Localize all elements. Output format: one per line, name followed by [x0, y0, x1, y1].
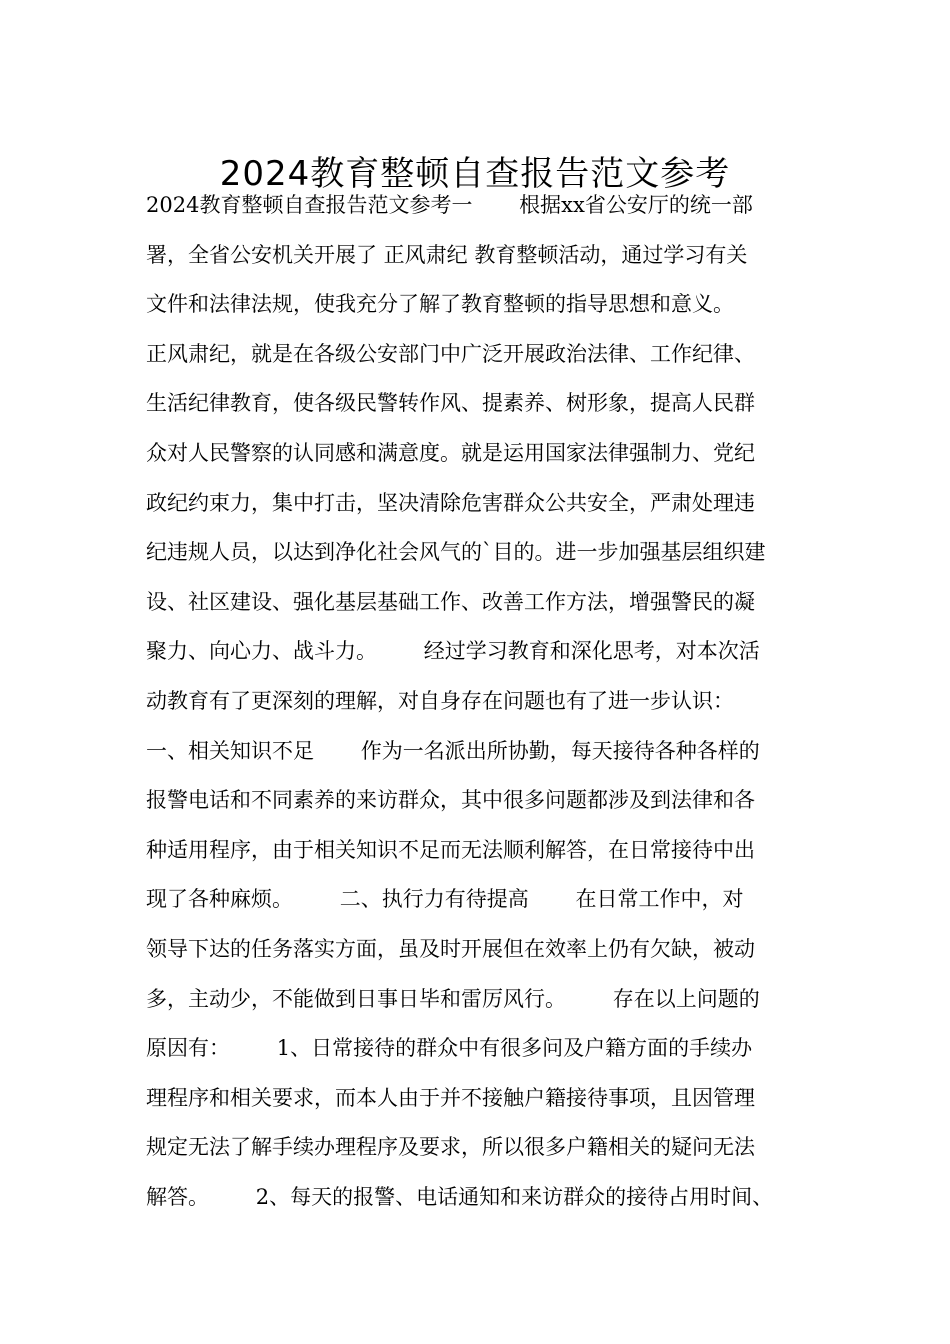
body-line: 生活纪律教育，使各级民警转作风、提素养、树形象，提高人民群: [146, 391, 755, 416]
body-line: 多，主动少，不能做到日事日毕和雷厉风行。 存在以上问题的: [146, 986, 760, 1011]
body-line: 纪违规人员，以达到净化社会风气的`目的。进一步加强基层组织建: [146, 540, 766, 565]
body-line: 设、社区建设、强化基层基础工作、改善工作方法，增强警民的凝: [146, 589, 755, 614]
body-line: 解答。 2、每天的报警、电话通知和来访群众的接待占用时间、: [146, 1184, 774, 1209]
body-line: 正风肃纪，就是在各级公安部门中广泛开展政治法律、工作纪律、: [146, 341, 755, 366]
body-line: 政纪约束力，集中打击，坚决清除危害群众公共安全，严肃处理违: [146, 490, 755, 515]
body-line: 2024教育整顿自查报告范文参考一 根据xx省公安厅的统一部: [146, 193, 753, 217]
body-line: 原因有： 1、日常接待的群众中有很多问及户籍方面的手续办: [146, 1036, 753, 1061]
body-line: 文件和法律法规，使我充分了解了教育整顿的指导思想和意义。: [146, 292, 734, 317]
body-line: 众对人民警察的认同感和满意度。就是运用国家法律强制力、党纪: [146, 440, 755, 465]
body-line: 理程序和相关要求，而本人由于并不接触户籍接待事项，且因管理: [146, 1085, 755, 1110]
body-line: 聚力、向心力、战斗力。 经过学习教育和深化思考，对本次活: [146, 639, 760, 664]
body-line: 现了各种麻烦。 二、执行力有待提高 在日常工作中，对: [146, 887, 744, 912]
body-line: 一、相关知识不足 作为一名派出所协勤，每天接待各种各样的: [146, 738, 760, 763]
body-line: 动教育有了更深刻的理解，对自身存在问题也有了进一步认识：: [146, 688, 734, 713]
document-body: [146, 181, 826, 1222]
body-line: 规定无法了解手续办理程序及要求，所以很多户籍相关的疑问无法: [146, 1135, 755, 1160]
body-line: 署，全省公安机关开展了 正风肃纪 教育整顿活动，通过学习有关: [146, 242, 748, 267]
body-line: 领导下达的任务落实方面，虽及时开展但在效率上仍有欠缺，被动: [146, 936, 755, 961]
document-title: 2024教育整顿自查报告范文参考: [219, 153, 731, 194]
body-line: 种适用程序，由于相关知识不足而无法顺利解答，在日常接待中出: [146, 837, 755, 862]
body-line: 报警电话和不同素养的来访群众，其中很多问题都涉及到法律和各: [146, 788, 755, 813]
